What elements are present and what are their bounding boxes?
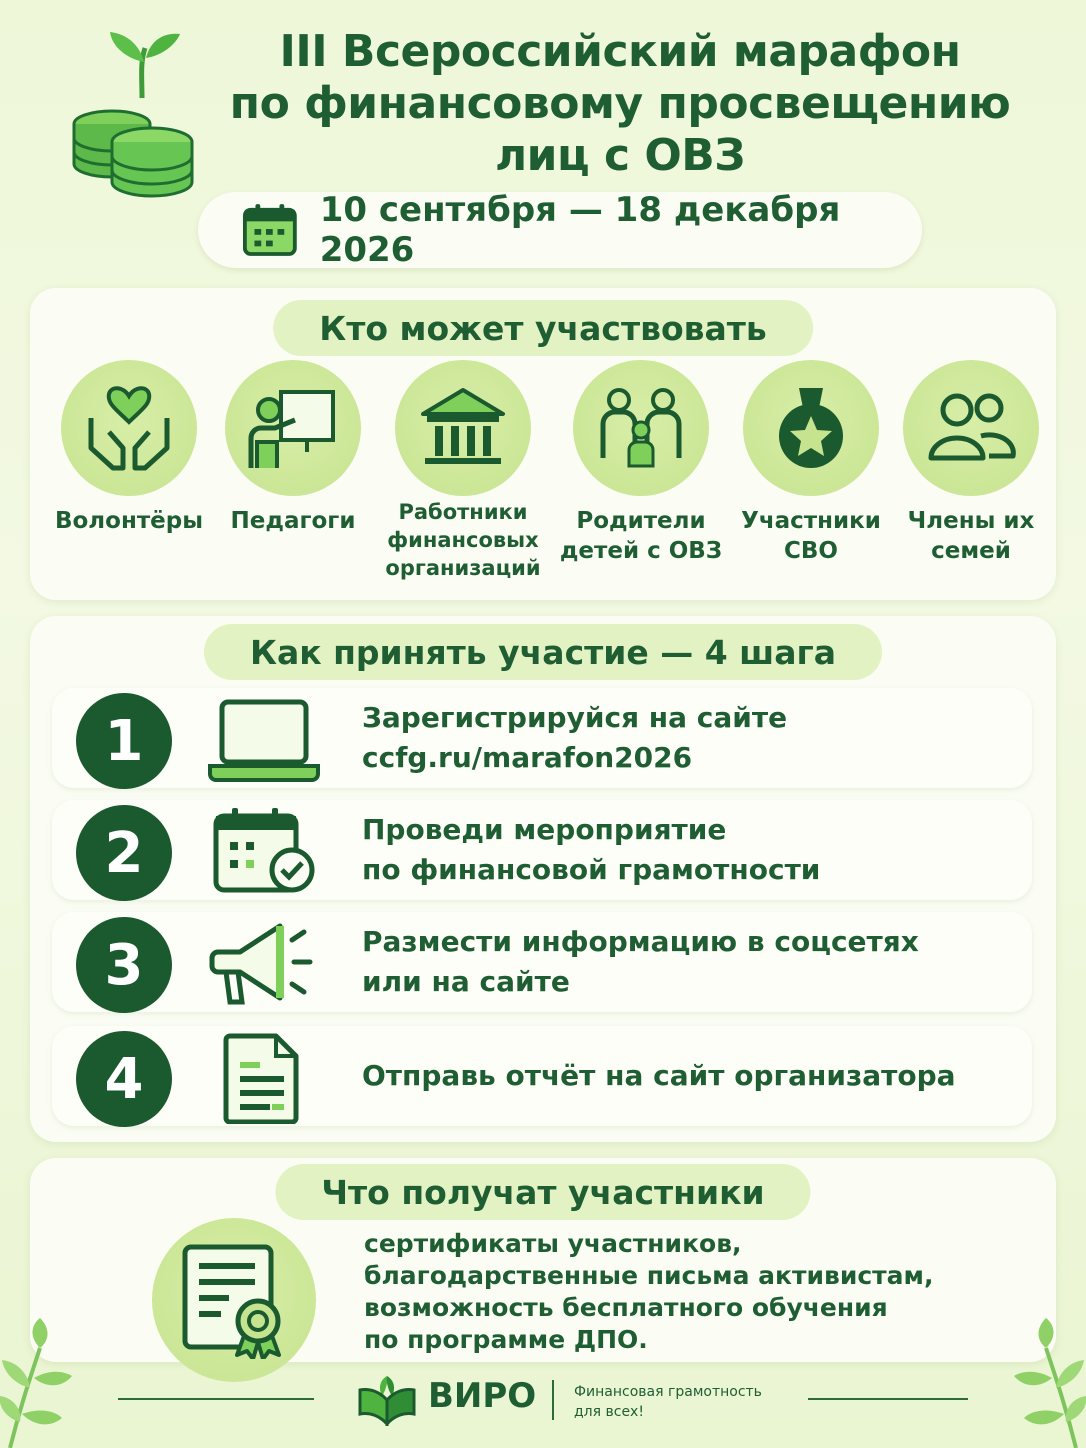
step-1: 1 Зарегистрируйся на сайте ccfg.ru/marafon2026 xyxy=(52,688,1032,788)
footer-divider xyxy=(118,1398,314,1400)
dates-text: 10 сентября — 18 декабря 2026 xyxy=(319,190,841,270)
family-icon xyxy=(591,378,691,478)
calendar-check-icon xyxy=(208,806,320,898)
step-3: 3 Размести информацию в соцсетях или на сайте xyxy=(52,912,1032,1012)
dates-badge xyxy=(198,192,922,268)
who-item-families: Члены их семей xyxy=(886,360,1056,566)
leaf-decoration-icon xyxy=(0,1318,100,1448)
step-2: 2 Проведи мероприятие по финансовой грамотности xyxy=(52,800,1032,900)
rewards-title: Что получат участники xyxy=(275,1164,810,1220)
who-title: Кто может участвовать xyxy=(273,300,813,356)
rewards-card xyxy=(30,1158,1056,1362)
step-number: 1 xyxy=(76,693,172,789)
people-icon xyxy=(921,378,1021,478)
laptop-icon xyxy=(208,694,320,786)
who-item-parents: Родители детей с ОВЗ xyxy=(556,360,726,566)
who-item-svo: Участники СВО xyxy=(726,360,896,566)
step-number: 2 xyxy=(76,805,172,901)
coins-sprout-logo-icon xyxy=(70,28,200,198)
footer-slogan: Финансовая грамотность для всех! xyxy=(574,1384,762,1420)
who-can-participate-card xyxy=(30,288,1056,600)
who-item-teachers: Педагоги xyxy=(208,360,378,536)
rewards-text: сертификаты участников, благодарственные письма активистам, возможность бесплатного обучения по программе ДПО. xyxy=(364,1229,934,1354)
who-item-finance-workers: Работники финансовых организаций xyxy=(378,360,548,582)
calendar-icon xyxy=(242,201,298,259)
teacher-icon xyxy=(243,378,343,478)
footer-brand: ВИРО xyxy=(428,1376,537,1416)
certificate-icon xyxy=(175,1241,293,1359)
page-title: III Всероссийский марафон по финансовому просвещению лиц с ОВЗ xyxy=(229,26,1011,181)
leaf-decoration-icon xyxy=(986,1318,1086,1448)
medal-icon xyxy=(761,378,861,478)
how-to-participate-card xyxy=(30,616,1056,1142)
document-icon xyxy=(208,1032,320,1124)
step-4: 4 Отправь отчёт на сайт организатора xyxy=(52,1026,1032,1126)
footer-separator xyxy=(552,1380,554,1420)
bank-icon xyxy=(413,378,513,478)
viro-book-logo-icon xyxy=(356,1370,418,1426)
steps-title: Как принять участие — 4 шага xyxy=(204,624,882,680)
who-item-volunteers: Волонтёры xyxy=(44,360,214,536)
step-number: 4 xyxy=(76,1031,172,1127)
footer-divider xyxy=(808,1398,968,1400)
megaphone-icon xyxy=(208,918,320,1010)
step-number: 3 xyxy=(76,917,172,1013)
heart-hands-icon xyxy=(79,378,179,478)
